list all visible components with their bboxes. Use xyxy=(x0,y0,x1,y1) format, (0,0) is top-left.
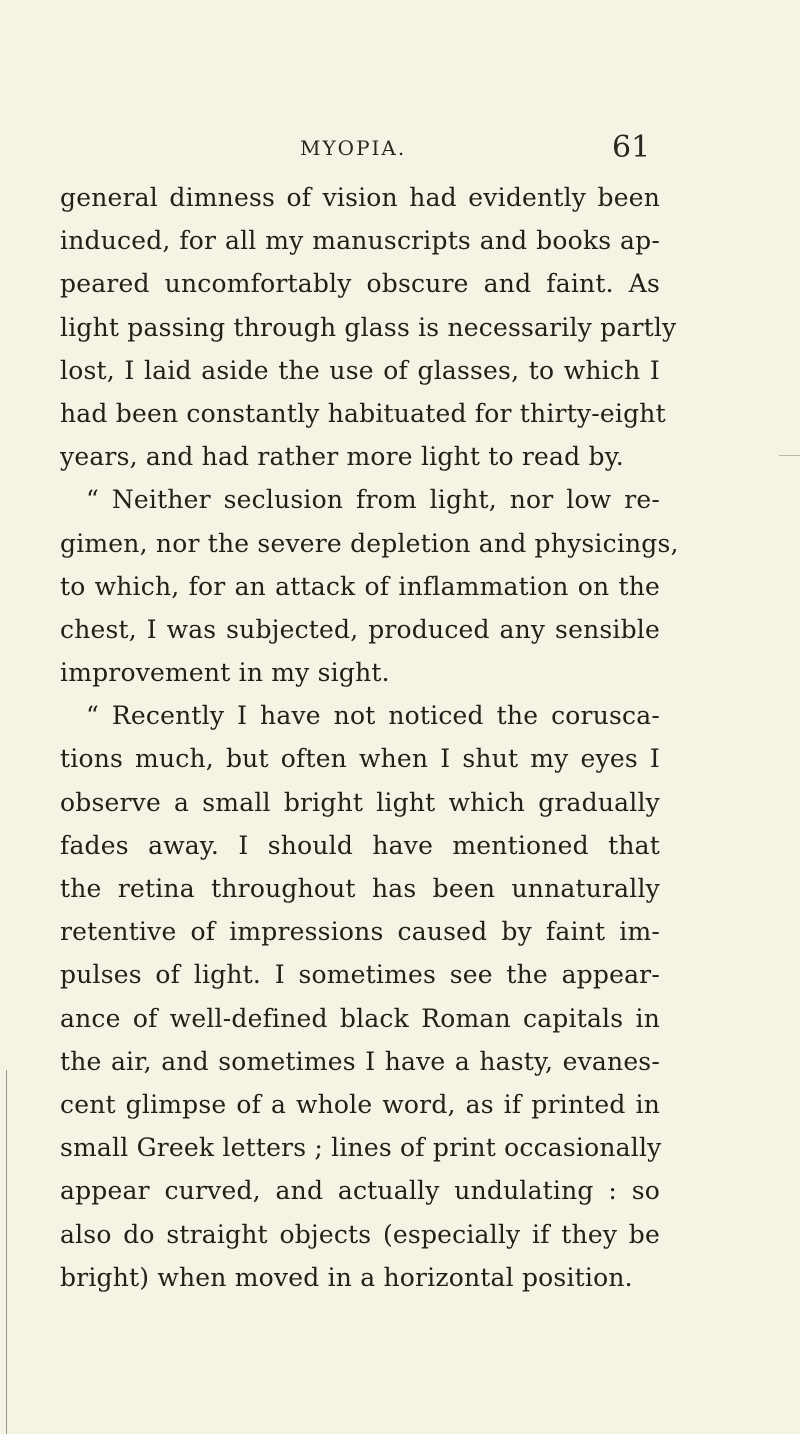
text-line: the air, and sometimes I have a hasty, evanes- xyxy=(60,1046,660,1076)
margin-mark xyxy=(779,455,800,456)
text-line: had been constantly habituated for thirty-eight xyxy=(60,398,666,428)
page-number: 61 xyxy=(612,130,651,165)
text-line: general dimness of vision had evidently been xyxy=(60,183,660,212)
running-head xyxy=(0,130,800,170)
text-line: to which, for an attack of inflammation on the xyxy=(60,571,660,601)
text-line: observe a small bright light which gradually xyxy=(60,787,660,817)
text-line: improvement in my sight. xyxy=(60,658,390,688)
running-title: MYOPIA. xyxy=(300,136,407,160)
text-line: tions much, but often when I shut my eyes I xyxy=(60,744,660,774)
text-line: bright) when moved in a horizontal position. xyxy=(60,1262,633,1292)
text-line: cent glimpse of a whole word, as if printed in xyxy=(60,1089,660,1119)
page-edge-shadow xyxy=(6,1070,7,1434)
text-line: light passing through glass is necessarily partly xyxy=(60,312,677,342)
text-line: retentive of impressions caused by faint im- xyxy=(60,917,660,947)
text-line: the retina throughout has been unnaturally xyxy=(60,874,660,903)
text-line: induced, for all my manuscripts and books ap- xyxy=(60,226,660,256)
text-line: “ Neither seclusion from light, nor low re- xyxy=(86,485,660,515)
text-line: “ Recently I have not noticed the corusca- xyxy=(86,701,660,731)
text-line: chest, I was subjected, produced any sensible xyxy=(60,614,660,644)
text-line: pulses of light. I sometimes see the appear- xyxy=(60,960,660,990)
body-text xyxy=(60,176,679,1299)
text-line: small Greek letters ; lines of print occasionally xyxy=(60,1133,662,1163)
text-line: also do straight objects (especially if they be xyxy=(60,1219,660,1249)
text-line: lost, I laid aside the use of glasses, to which I xyxy=(60,355,660,385)
text-line: appear curved, and actually undulating : so xyxy=(60,1176,660,1206)
text-line: years, and had rather more light to read by. xyxy=(60,442,624,472)
text-line: fades away. I should have mentioned that xyxy=(60,830,660,860)
text-line: peared uncomfortably obscure and faint. As xyxy=(60,269,660,299)
text-line: gimen, nor the severe depletion and physicings, xyxy=(60,528,679,558)
text-line: ance of well-defined black Roman capitals in xyxy=(60,1003,660,1033)
